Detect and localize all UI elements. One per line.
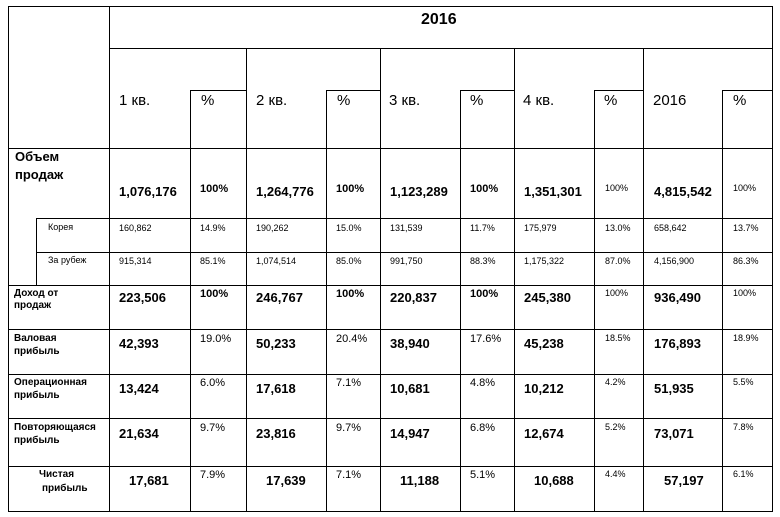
cell-gross-5: 17.6% bbox=[470, 333, 502, 345]
cell-recurring-1: 9.7% bbox=[200, 422, 226, 434]
row-label-revenue-1: Доход от bbox=[14, 288, 59, 299]
pct-box-top-2 bbox=[326, 90, 380, 91]
cell-recurring-4: 14,947 bbox=[390, 426, 430, 441]
cell-revenue-8: 936,490 bbox=[654, 290, 701, 305]
col-header-q3-pct: % bbox=[470, 92, 484, 109]
cell-net-5: 5.1% bbox=[470, 469, 496, 481]
year-header: 2016 bbox=[421, 11, 457, 28]
cell-revenue-6: 245,380 bbox=[524, 290, 571, 305]
cell-gross-8: 176,893 bbox=[654, 336, 701, 351]
cell-revenue-3: 100% bbox=[336, 288, 365, 300]
row-label-korea: Корея bbox=[48, 222, 74, 232]
row-label-recurring-2: прибыль bbox=[14, 435, 60, 446]
col-divider-7 bbox=[594, 90, 595, 512]
cell-gross-1: 19.0% bbox=[200, 333, 232, 345]
col-header-q4-pct: % bbox=[604, 92, 618, 109]
table-border-left bbox=[8, 6, 9, 512]
cell-recurring-0: 21,634 bbox=[119, 426, 159, 441]
row-label-operating-1: Операционная bbox=[14, 377, 87, 388]
year-separator bbox=[109, 48, 773, 49]
col-header-q3: 3 кв. bbox=[389, 92, 421, 109]
row-label-sales-1: Объем bbox=[15, 149, 60, 164]
cell-abroad-3: 85.0% bbox=[336, 256, 362, 266]
cell-revenue-9: 100% bbox=[733, 288, 757, 298]
cell-sales-4: 1,123,289 bbox=[390, 184, 448, 199]
cell-operating-2: 17,618 bbox=[256, 381, 296, 396]
col-divider-5 bbox=[460, 90, 461, 512]
revenue-row-bottom bbox=[8, 329, 773, 330]
cell-abroad-7: 87.0% bbox=[605, 256, 631, 266]
cell-net-4: 11,188 bbox=[400, 473, 440, 488]
cell-revenue-1: 100% bbox=[200, 288, 229, 300]
cell-revenue-4: 220,837 bbox=[390, 290, 437, 305]
row-label-sales-2: продаж bbox=[15, 167, 64, 182]
pct-box-top-3 bbox=[460, 90, 514, 91]
cell-operating-1: 6.0% bbox=[200, 377, 226, 389]
cell-recurring-5: 6.8% bbox=[470, 422, 496, 434]
cell-abroad-8: 4,156,900 bbox=[654, 256, 695, 266]
cell-operating-0: 13,424 bbox=[119, 381, 159, 396]
cell-abroad-2: 1,074,514 bbox=[256, 256, 297, 266]
table-border-right bbox=[772, 6, 773, 512]
cell-korea-8: 658,642 bbox=[654, 223, 687, 233]
cell-korea-1: 14.9% bbox=[200, 223, 226, 233]
cell-gross-7: 18.5% bbox=[605, 333, 631, 343]
cell-sales-1: 100% bbox=[200, 183, 229, 195]
col-header-q4: 4 кв. bbox=[523, 92, 555, 109]
row-label-gross-1: Валовая bbox=[14, 333, 57, 344]
pct-box-top-1 bbox=[190, 90, 246, 91]
abroad-row-bottom bbox=[8, 285, 773, 286]
col-header-q1: 1 кв. bbox=[119, 92, 151, 109]
col-divider-6 bbox=[514, 48, 515, 512]
cell-revenue-2: 246,767 bbox=[256, 290, 303, 305]
cell-sales-8: 4,815,542 bbox=[654, 184, 712, 199]
label-col-divider bbox=[109, 6, 110, 512]
cell-operating-8: 51,935 bbox=[654, 381, 694, 396]
cell-korea-5: 11.7% bbox=[470, 223, 495, 233]
col-divider-1 bbox=[190, 90, 191, 512]
col-header-year: 2016 bbox=[653, 92, 687, 109]
cell-korea-3: 15.0% bbox=[336, 223, 362, 233]
col-divider-3 bbox=[326, 90, 327, 512]
cell-sales-6: 1,351,301 bbox=[524, 184, 582, 199]
sub-label-divider bbox=[36, 218, 37, 285]
cell-net-3: 7.1% bbox=[336, 469, 362, 481]
cell-net-6: 10,688 bbox=[534, 473, 574, 488]
cell-operating-6: 10,212 bbox=[524, 381, 564, 396]
cell-sales-9: 100% bbox=[733, 183, 757, 193]
korea-row-bottom bbox=[36, 252, 773, 253]
cell-abroad-6: 1,175,322 bbox=[524, 256, 565, 266]
cell-operating-3: 7.1% bbox=[336, 377, 362, 389]
cell-korea-0: 160,862 bbox=[119, 223, 152, 233]
cell-sales-0: 1,076,176 bbox=[119, 184, 177, 199]
cell-recurring-9: 7.8% bbox=[733, 422, 754, 432]
col-divider-4 bbox=[380, 48, 381, 512]
table-border-bottom bbox=[8, 511, 773, 512]
col-header-year-pct: % bbox=[733, 92, 747, 109]
cell-korea-6: 175,979 bbox=[524, 223, 557, 233]
financial-table bbox=[8, 6, 773, 512]
cell-recurring-8: 73,071 bbox=[654, 426, 694, 441]
col-divider-9 bbox=[722, 90, 723, 512]
pct-box-top-5 bbox=[722, 90, 773, 91]
col-header-q2: 2 кв. bbox=[256, 92, 288, 109]
col-header-q1-pct: % bbox=[201, 92, 215, 109]
cell-recurring-2: 23,816 bbox=[256, 426, 296, 441]
row-label-revenue-2: продаж bbox=[14, 300, 52, 311]
row-label-net-2: прибыль bbox=[42, 483, 88, 494]
cell-operating-4: 10,681 bbox=[390, 381, 430, 396]
cell-revenue-7: 100% bbox=[605, 288, 629, 298]
cell-abroad-9: 86.3% bbox=[733, 256, 759, 266]
recurring-row-bottom bbox=[8, 466, 773, 467]
cell-sales-3: 100% bbox=[336, 183, 365, 195]
cell-korea-9: 13.7% bbox=[733, 223, 759, 233]
cell-operating-7: 4.2% bbox=[605, 377, 626, 387]
header-bottom bbox=[8, 148, 773, 149]
gross-row-bottom bbox=[8, 374, 773, 375]
cell-net-0: 17,681 bbox=[129, 473, 169, 488]
cell-gross-6: 45,238 bbox=[524, 336, 564, 351]
cell-abroad-0: 915,314 bbox=[119, 256, 152, 266]
cell-revenue-0: 223,506 bbox=[119, 290, 166, 305]
cell-abroad-1: 85.1% bbox=[200, 256, 226, 266]
row-label-net-1: Чистая bbox=[39, 469, 75, 480]
cell-abroad-4: 991,750 bbox=[390, 256, 423, 266]
cell-recurring-7: 5.2% bbox=[605, 422, 626, 432]
cell-operating-5: 4.8% bbox=[470, 377, 496, 389]
cell-net-2: 17,639 bbox=[266, 473, 306, 488]
col-divider-2 bbox=[246, 48, 247, 512]
cell-sales-7: 100% bbox=[605, 183, 629, 193]
cell-net-1: 7.9% bbox=[200, 469, 226, 481]
cell-abroad-5: 88.3% bbox=[470, 256, 496, 266]
cell-korea-7: 13.0% bbox=[605, 223, 631, 233]
operating-row-bottom bbox=[8, 418, 773, 419]
cell-sales-5: 100% bbox=[470, 183, 499, 195]
cell-revenue-5: 100% bbox=[470, 288, 499, 300]
row-label-gross-2: прибыль bbox=[14, 346, 60, 357]
pct-box-top-4 bbox=[594, 90, 643, 91]
row-label-recurring-1: Повторяющаяся bbox=[14, 422, 96, 433]
cell-gross-0: 42,393 bbox=[119, 336, 159, 351]
cell-recurring-6: 12,674 bbox=[524, 426, 564, 441]
cell-net-9: 6.1% bbox=[733, 469, 754, 479]
cell-korea-4: 131,539 bbox=[390, 223, 423, 233]
row-label-abroad: За рубеж bbox=[48, 255, 87, 265]
cell-gross-9: 18.9% bbox=[733, 333, 759, 343]
cell-gross-3: 20.4% bbox=[336, 333, 368, 345]
col-divider-8 bbox=[643, 48, 644, 512]
cell-net-7: 4.4% bbox=[605, 469, 626, 479]
cell-operating-9: 5.5% bbox=[733, 377, 754, 387]
cell-korea-2: 190,262 bbox=[256, 223, 289, 233]
cell-net-8: 57,197 bbox=[664, 473, 704, 488]
row-label-operating-2: прибыль bbox=[14, 390, 60, 401]
cell-gross-2: 50,233 bbox=[256, 336, 296, 351]
cell-sales-2: 1,264,776 bbox=[256, 184, 314, 199]
table-border-top bbox=[8, 6, 773, 7]
col-header-q2-pct: % bbox=[337, 92, 351, 109]
sales-row-bottom bbox=[36, 218, 773, 219]
cell-recurring-3: 9.7% bbox=[336, 422, 362, 434]
cell-gross-4: 38,940 bbox=[390, 336, 430, 351]
